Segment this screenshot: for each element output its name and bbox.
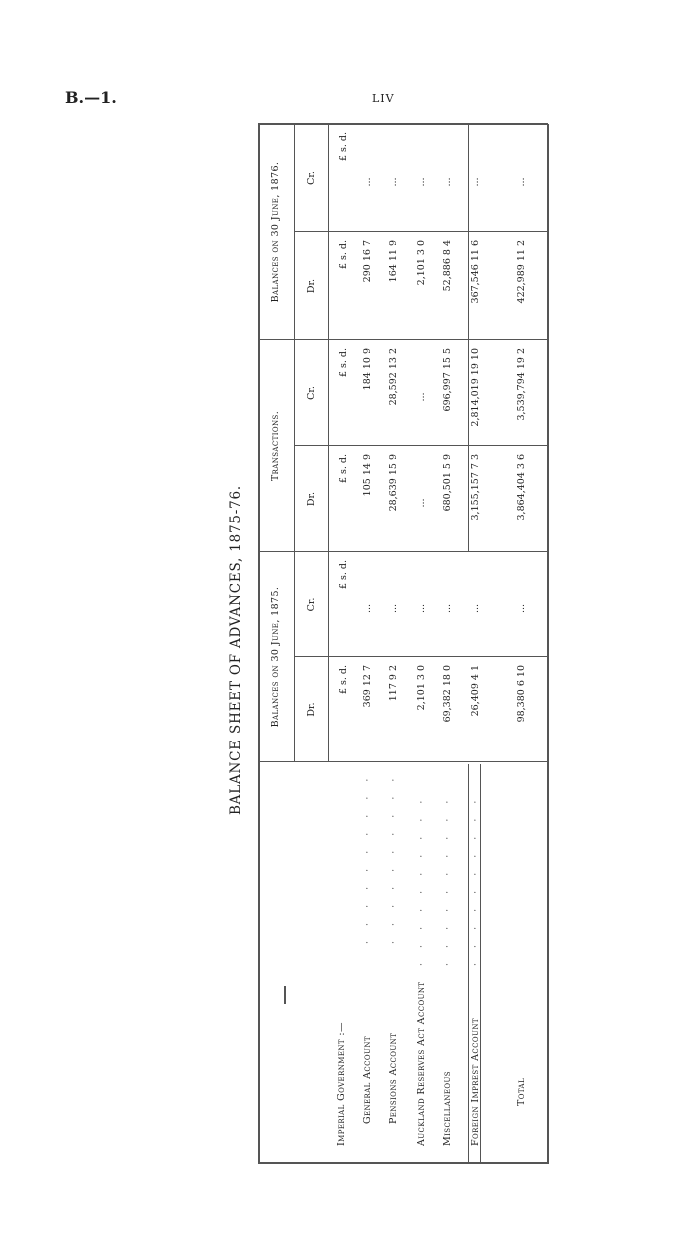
leader-dots: · · · · · · · · · ·: [470, 794, 481, 966]
units-tr_cr: £ s. d.: [338, 348, 349, 378]
subheader-tr_cr: Cr.: [306, 386, 317, 400]
subheader-b75_dr: Dr.: [306, 702, 317, 717]
leader-dots: · · · · · · · · · ·: [388, 772, 399, 944]
cell-b76_dr: 290 16 7: [362, 240, 373, 283]
header-balances-1876: Balances on 30 June, 1876.: [270, 161, 281, 303]
divider-label: [258, 761, 548, 762]
page-number: LIV: [372, 92, 395, 105]
cell-b75_cr: ...: [388, 603, 399, 614]
divider-1875: [258, 551, 548, 552]
cell-b75_cr: ...: [362, 603, 373, 614]
rotated-table-region: [228, 124, 548, 1164]
row-label: General Account: [362, 1036, 373, 1124]
subheader-b75_cr: Cr.: [306, 597, 317, 612]
header-dash: [284, 986, 286, 1004]
row-label: Pensions Account: [388, 1032, 399, 1124]
total-tr_cr: 3,539,794 19 2: [516, 348, 527, 421]
total-b76_dr: 422,989 11 2: [516, 240, 527, 304]
cell-b76_dr: 164 11 9: [388, 240, 399, 283]
balance-sheet: [228, 124, 548, 1164]
total-b75_cr: ...: [516, 603, 527, 614]
cell-b75_dr: 2,101 3 0: [416, 665, 427, 711]
header-balances-1875: Balances on 30 June, 1875.: [270, 586, 281, 728]
table-border-bottom: [547, 124, 549, 1164]
cell-tr_dr: 28,639 15 9: [388, 454, 399, 512]
subheader-b76_cr: Cr.: [306, 171, 317, 185]
row-label: Auckland Reserves Act Account: [416, 981, 427, 1146]
page-reference: B.—1.: [65, 88, 117, 107]
cell-b75_dr: 117 9 2: [388, 665, 399, 702]
cell-b76_cr: ...: [470, 177, 481, 187]
units-tr_dr: £ s. d.: [338, 454, 349, 484]
cell-tr_dr: 680,501 5 9: [442, 454, 453, 512]
total-rule-left: [468, 764, 469, 1164]
table-border-left: [258, 1163, 548, 1165]
row-label: Foreign Imprest Account: [470, 1018, 481, 1146]
cell-b75_dr: 369 12 7: [362, 665, 373, 708]
cell-b75_dr: 69,382 18 0: [442, 665, 453, 723]
cell-b75_cr: ...: [442, 603, 453, 614]
units-b75_cr: £ s. d.: [338, 560, 349, 590]
total-rule-right: [468, 124, 469, 552]
cell-b76_dr: 2,101 3 0: [416, 240, 427, 286]
cell-tr_dr: ...: [416, 498, 427, 508]
cell-tr_cr: ...: [416, 392, 427, 402]
header-transactions: Transactions.: [270, 410, 281, 482]
cell-b75_cr: ...: [416, 603, 427, 614]
cell-tr_cr: 184 10 9: [362, 348, 373, 391]
balance-table: [258, 124, 548, 1164]
cell-tr_dr: 105 14 9: [362, 454, 373, 497]
units-b76_cr: £ s. d.: [338, 132, 349, 162]
cell-b76_cr: ...: [442, 177, 453, 187]
cell-tr_cr: 696,997 15 5: [442, 348, 453, 412]
divider-trans: [258, 339, 548, 340]
cell-tr_cr: 2,814,019 19 10: [470, 348, 481, 427]
sub-header-rule: [328, 124, 329, 762]
leader-dots: · · · · · · · · · ·: [416, 794, 427, 966]
total-label: Total: [516, 1077, 527, 1106]
cell-tr_dr: 3,155,157 7 3: [470, 454, 481, 521]
units-b75_dr: £ s. d.: [338, 665, 349, 695]
cell-b75_dr: 26,409 4 1: [470, 665, 481, 717]
total-b76_cr: ...: [516, 177, 527, 187]
cell-tr_cr: 28,592 13 2: [388, 348, 399, 406]
cell-b76_cr: ...: [416, 177, 427, 187]
table-border-right: [258, 124, 548, 126]
leader-dots: · · · · · · · · · ·: [362, 772, 373, 944]
cell-b76_dr: 52,886 8 4: [442, 240, 453, 292]
cell-b76_dr: 367,546 11 6: [470, 240, 481, 304]
subheader-b76_dr: Dr.: [306, 278, 317, 294]
total-tr_dr: 3,864,404 3 6: [516, 454, 527, 521]
cell-b76_cr: ...: [362, 177, 373, 187]
units-b76_dr: £ s. d.: [338, 240, 349, 270]
page-title: BALANCE SHEET OF ADVANCES, 1875-76.: [228, 484, 244, 816]
cell-b75_cr: ...: [470, 603, 481, 614]
row-label: Imperial Government :—: [336, 1022, 347, 1146]
cell-b76_cr: ...: [388, 177, 399, 187]
table-border-top: [258, 124, 260, 1164]
total-b75_dr: 98,380 6 10: [516, 665, 527, 723]
subheader-tr_dr: Dr.: [306, 491, 317, 507]
leader-dots: · · · · · · · · · ·: [442, 794, 453, 966]
row-label: Miscellaneous: [442, 1071, 453, 1146]
group-header-rule: [294, 124, 295, 762]
